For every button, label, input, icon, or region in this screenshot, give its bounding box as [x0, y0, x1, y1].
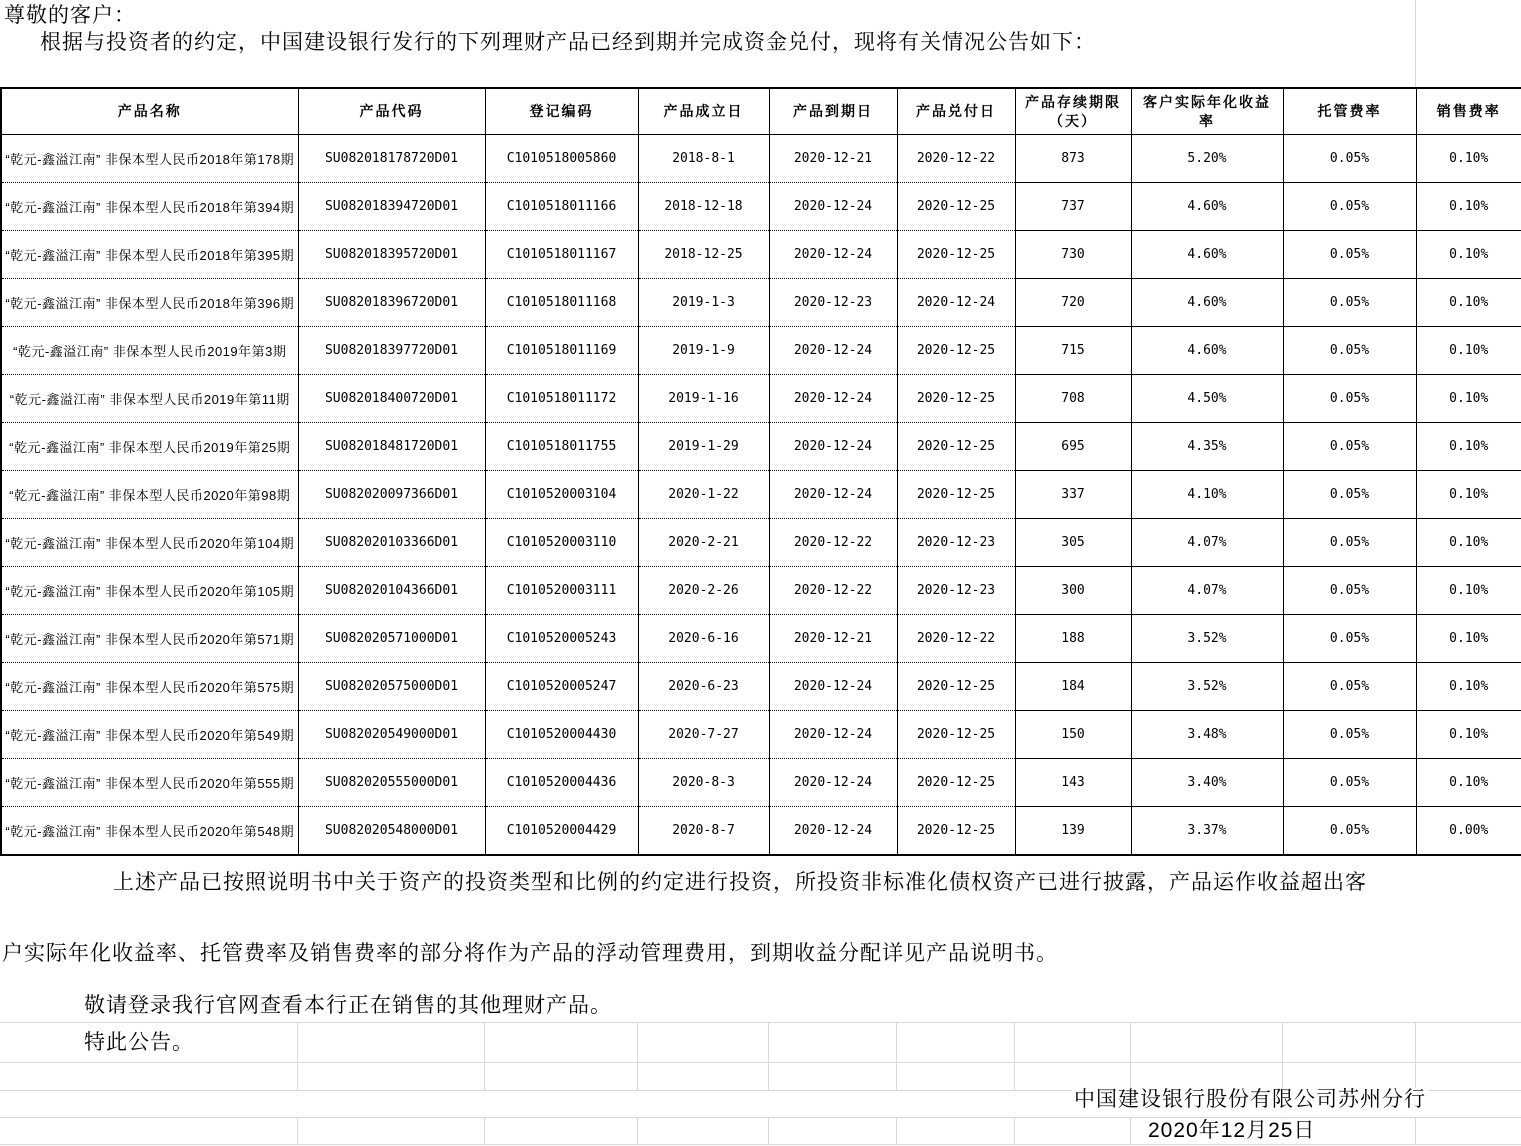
col-header-sales-fee: 销售费率 — [1416, 88, 1521, 135]
table-header-row — [1, 88, 1521, 135]
gridline — [1415, 0, 1416, 87]
table-cell: 0.05% — [1283, 375, 1416, 423]
table-cell: 0.05% — [1283, 135, 1416, 183]
table-cell: 188 — [1015, 615, 1131, 663]
table-cell: 2020-12-23 — [769, 279, 897, 327]
col-header-product-name: 产品名称 — [1, 88, 298, 135]
col-header-start-date: 产品成立日 — [638, 88, 769, 135]
table-cell: 730 — [1015, 231, 1131, 279]
table-cell: 0.10% — [1416, 183, 1521, 231]
table-cell: SU082020104366D01 — [298, 567, 485, 615]
table-cell: 2018-12-25 — [638, 231, 769, 279]
table-row — [1, 663, 1521, 711]
table-cell: “乾元-鑫溢江南” 非保本型人民币2020年第104期 — [1, 519, 298, 567]
table-cell: 2018-8-1 — [638, 135, 769, 183]
table-cell: 4.60% — [1131, 279, 1283, 327]
table-cell: “乾元-鑫溢江南” 非保本型人民币2018年第396期 — [1, 279, 298, 327]
table-cell: 0.05% — [1283, 567, 1416, 615]
table-cell: “乾元-鑫溢江南” 非保本型人民币2020年第549期 — [1, 711, 298, 759]
table-cell: “乾元-鑫溢江南” 非保本型人民币2019年第25期 — [1, 423, 298, 471]
table-cell: 2019-1-29 — [638, 423, 769, 471]
table-row — [1, 807, 1521, 856]
gridline — [768, 1022, 769, 1090]
table-cell: 2020-12-25 — [897, 231, 1015, 279]
table-cell: 2020-12-23 — [897, 519, 1015, 567]
table-cell: 2020-12-24 — [769, 231, 897, 279]
col-header-product-code: 产品代码 — [298, 88, 485, 135]
closing-line-1: 上述产品已按照说明书中关于资产的投资类型和比例的约定进行投资，所投资非标准化债权资产已进行披露，产品运作收益超出客 — [113, 871, 1367, 894]
table-cell: 0.05% — [1283, 615, 1416, 663]
table-cell: C1010518005860 — [485, 135, 638, 183]
table-row — [1, 327, 1521, 375]
table-cell: C1010520003111 — [485, 567, 638, 615]
table-cell: 150 — [1015, 711, 1131, 759]
table-cell: SU082018481720D01 — [298, 423, 485, 471]
table-cell: 4.07% — [1131, 519, 1283, 567]
table-cell: 305 — [1015, 519, 1131, 567]
table-cell: 0.00% — [1416, 807, 1521, 856]
table-cell: 2020-12-25 — [897, 663, 1015, 711]
table-cell: 0.05% — [1283, 423, 1416, 471]
table-cell: 3.52% — [1131, 663, 1283, 711]
table-cell: 2020-12-24 — [769, 327, 897, 375]
table-cell: 2020-12-25 — [897, 375, 1015, 423]
table-cell: 0.05% — [1283, 759, 1416, 807]
table-cell: 2020-12-24 — [769, 711, 897, 759]
table-cell: 2019-1-9 — [638, 327, 769, 375]
table-row — [1, 279, 1521, 327]
table-cell: 2020-12-24 — [769, 423, 897, 471]
table-cell: 337 — [1015, 471, 1131, 519]
table-cell: 737 — [1015, 183, 1131, 231]
table-cell: 0.10% — [1416, 615, 1521, 663]
table-cell: C1010518011166 — [485, 183, 638, 231]
col-header-custody-fee: 托管费率 — [1283, 88, 1416, 135]
table-cell: 0.05% — [1283, 471, 1416, 519]
table-cell: 0.10% — [1416, 519, 1521, 567]
table-cell: 0.10% — [1416, 471, 1521, 519]
table-cell: 4.50% — [1131, 375, 1283, 423]
table-cell: 4.07% — [1131, 567, 1283, 615]
table-cell: 2020-12-23 — [897, 567, 1015, 615]
table-cell: C1010518011167 — [485, 231, 638, 279]
table-cell: SU082020555000D01 — [298, 759, 485, 807]
table-row — [1, 423, 1521, 471]
table-cell: 0.10% — [1416, 327, 1521, 375]
table-cell: SU082020549000D01 — [298, 711, 485, 759]
table-cell: 0.10% — [1416, 231, 1521, 279]
table-cell: 0.05% — [1283, 231, 1416, 279]
table-cell: 3.40% — [1131, 759, 1283, 807]
table-cell: 720 — [1015, 279, 1131, 327]
table-cell: 2020-12-24 — [769, 471, 897, 519]
table-cell: 2020-12-22 — [769, 567, 897, 615]
table-row — [1, 711, 1521, 759]
gridline — [1014, 1117, 1015, 1145]
gridline — [1130, 1022, 1131, 1090]
col-header-duration-days: 产品存续期限（天） — [1015, 88, 1131, 135]
table-cell: SU082020575000D01 — [298, 663, 485, 711]
table-cell: 2020-12-24 — [769, 663, 897, 711]
table-cell: 2020-6-23 — [638, 663, 769, 711]
table-cell: 0.10% — [1416, 663, 1521, 711]
table-cell: 2018-12-18 — [638, 183, 769, 231]
table-cell: 0.05% — [1283, 711, 1416, 759]
table-cell: “乾元-鑫溢江南” 非保本型人民币2018年第178期 — [1, 135, 298, 183]
table-cell: C1010520004429 — [485, 807, 638, 856]
table-row — [1, 231, 1521, 279]
col-header-maturity-date: 产品到期日 — [769, 88, 897, 135]
table-cell: 2020-12-25 — [897, 759, 1015, 807]
table-cell: SU082020548000D01 — [298, 807, 485, 856]
signature-line: 中国建设银行股份有限公司苏州分行 — [1074, 1088, 1426, 1111]
gridline — [1415, 1117, 1416, 1145]
table-cell: SU082018396720D01 — [298, 279, 485, 327]
table-cell: 143 — [1015, 759, 1131, 807]
table-cell: 2020-8-7 — [638, 807, 769, 856]
matured-products-table — [0, 87, 1521, 856]
table-cell: SU082018397720D01 — [298, 327, 485, 375]
table-cell: 873 — [1015, 135, 1131, 183]
table-cell: 2020-6-16 — [638, 615, 769, 663]
table-cell: 4.35% — [1131, 423, 1283, 471]
table-cell: C1010520005247 — [485, 663, 638, 711]
table-row — [1, 375, 1521, 423]
table-cell: 3.48% — [1131, 711, 1283, 759]
table-cell: 139 — [1015, 807, 1131, 856]
table-cell: 4.60% — [1131, 327, 1283, 375]
closing-line-4: 特此公告。 — [84, 1031, 194, 1054]
gridline — [1415, 1022, 1416, 1090]
table-cell: 2019-1-3 — [638, 279, 769, 327]
table-cell: 2020-12-24 — [769, 375, 897, 423]
gridline — [1130, 1117, 1131, 1145]
table-cell: 3.52% — [1131, 615, 1283, 663]
table-cell: 2020-12-25 — [897, 327, 1015, 375]
table-cell: 2020-7-27 — [638, 711, 769, 759]
table-cell: 0.05% — [1283, 519, 1416, 567]
table-cell: 715 — [1015, 327, 1131, 375]
gridline — [0, 1022, 1521, 1023]
table-cell: “乾元-鑫溢江南” 非保本型人民币2018年第394期 — [1, 183, 298, 231]
table-cell: C1010520004436 — [485, 759, 638, 807]
table-cell: 2020-1-22 — [638, 471, 769, 519]
gridline — [637, 1117, 638, 1145]
gridline — [0, 1062, 1521, 1063]
table-cell: 300 — [1015, 567, 1131, 615]
col-header-annualized-yield: 客户实际年化收益率 — [1131, 88, 1283, 135]
table-cell: 0.10% — [1416, 279, 1521, 327]
table-row — [1, 183, 1521, 231]
col-header-payment-date: 产品兑付日 — [897, 88, 1015, 135]
table-cell: “乾元-鑫溢江南” 非保本型人民币2020年第98期 — [1, 471, 298, 519]
table-cell: 2020-12-25 — [897, 183, 1015, 231]
table-cell: 4.60% — [1131, 183, 1283, 231]
table-cell: 2020-12-25 — [897, 423, 1015, 471]
table-cell: C1010520005243 — [485, 615, 638, 663]
closing-line-3: 敬请登录我行官网查看本行正在销售的其他理财产品。 — [84, 994, 612, 1017]
table-cell: SU082018178720D01 — [298, 135, 485, 183]
table-cell: 4.10% — [1131, 471, 1283, 519]
gridline — [297, 1022, 298, 1090]
table-cell: C1010518011172 — [485, 375, 638, 423]
signature-date: 2020年12月25日 — [1148, 1119, 1316, 1142]
gridline — [768, 1117, 769, 1145]
table-cell: 0.05% — [1283, 279, 1416, 327]
gridline — [0, 1117, 1521, 1118]
table-cell: 0.05% — [1283, 327, 1416, 375]
table-cell: “乾元-鑫溢江南” 非保本型人民币2020年第548期 — [1, 807, 298, 856]
table-cell: 2020-12-24 — [769, 807, 897, 856]
table-cell: SU082018395720D01 — [298, 231, 485, 279]
table-cell: 2020-12-25 — [897, 471, 1015, 519]
table-row — [1, 759, 1521, 807]
table-cell: C1010520004430 — [485, 711, 638, 759]
table-cell: 2020-12-21 — [769, 615, 897, 663]
table-row — [1, 615, 1521, 663]
table-cell: 0.10% — [1416, 375, 1521, 423]
table-cell: 2020-12-24 — [897, 279, 1015, 327]
table-cell: 0.10% — [1416, 567, 1521, 615]
table-row — [1, 567, 1521, 615]
gridline — [637, 1022, 638, 1090]
table-cell: “乾元-鑫溢江南” 非保本型人民币2020年第555期 — [1, 759, 298, 807]
gridline — [0, 1144, 1521, 1145]
table-cell: 0.10% — [1416, 759, 1521, 807]
table-cell: 0.10% — [1416, 135, 1521, 183]
table-cell: SU082018394720D01 — [298, 183, 485, 231]
table-row — [1, 471, 1521, 519]
table-cell: 0.10% — [1416, 711, 1521, 759]
table-cell: 0.05% — [1283, 807, 1416, 856]
table-cell: 2020-12-24 — [769, 183, 897, 231]
table-cell: “乾元-鑫溢江南” 非保本型人民币2019年第3期 — [1, 327, 298, 375]
closing-line-2: 户实际年化收益率、托管费率及销售费率的部分将作为产品的浮动管理费用，到期收益分配详见产品说明书。 — [2, 942, 1058, 965]
col-header-registration-code: 登记编码 — [485, 88, 638, 135]
intro-line: 根据与投资者的约定，中国建设银行发行的下列理财产品已经到期并完成资金兑付，现将有关情况公告如下： — [40, 31, 1096, 54]
table-cell: C1010520003104 — [485, 471, 638, 519]
gridline — [1014, 1022, 1015, 1090]
table-cell: SU082018400720D01 — [298, 375, 485, 423]
table-row — [1, 519, 1521, 567]
table-cell: 2020-12-21 — [769, 135, 897, 183]
table-cell: “乾元-鑫溢江南” 非保本型人民币2019年第11期 — [1, 375, 298, 423]
table-body — [1, 135, 1521, 856]
gridline — [484, 1022, 485, 1090]
table-cell: SU082020103366D01 — [298, 519, 485, 567]
table-cell: “乾元-鑫溢江南” 非保本型人民币2018年第395期 — [1, 231, 298, 279]
table-cell: 2020-12-24 — [769, 759, 897, 807]
gridline — [1282, 1022, 1283, 1090]
table-cell: 2020-12-25 — [897, 711, 1015, 759]
table-cell: 2020-2-21 — [638, 519, 769, 567]
greeting-line: 尊敬的客户： — [4, 4, 136, 27]
table-cell: 2020-12-22 — [769, 519, 897, 567]
table-cell: 2020-8-3 — [638, 759, 769, 807]
table-cell: “乾元-鑫溢江南” 非保本型人民币2020年第575期 — [1, 663, 298, 711]
table-cell: C1010518011169 — [485, 327, 638, 375]
gridline — [896, 1022, 897, 1090]
table-cell: 2019-1-16 — [638, 375, 769, 423]
table-cell: 184 — [1015, 663, 1131, 711]
table-cell: C1010520003110 — [485, 519, 638, 567]
table-cell: 5.20% — [1131, 135, 1283, 183]
table-cell: 0.05% — [1283, 183, 1416, 231]
table-cell: 2020-12-25 — [897, 807, 1015, 856]
table-cell: SU082020097366D01 — [298, 471, 485, 519]
gridline — [896, 1117, 897, 1145]
table-cell: 4.60% — [1131, 231, 1283, 279]
table-cell: 0.05% — [1283, 663, 1416, 711]
table-cell: 2020-12-22 — [897, 135, 1015, 183]
table-cell: 708 — [1015, 375, 1131, 423]
table-cell: “乾元-鑫溢江南” 非保本型人民币2020年第571期 — [1, 615, 298, 663]
table-cell: 2020-12-22 — [897, 615, 1015, 663]
table-cell: 3.37% — [1131, 807, 1283, 856]
gridline — [484, 1117, 485, 1145]
table-cell: “乾元-鑫溢江南” 非保本型人民币2020年第105期 — [1, 567, 298, 615]
table-cell: 0.10% — [1416, 423, 1521, 471]
gridline — [297, 1117, 298, 1145]
table-cell: SU082020571000D01 — [298, 615, 485, 663]
table-cell: 2020-2-26 — [638, 567, 769, 615]
table-row — [1, 135, 1521, 183]
table-cell: 695 — [1015, 423, 1131, 471]
table-cell: C1010518011168 — [485, 279, 638, 327]
table-cell: C1010518011755 — [485, 423, 638, 471]
